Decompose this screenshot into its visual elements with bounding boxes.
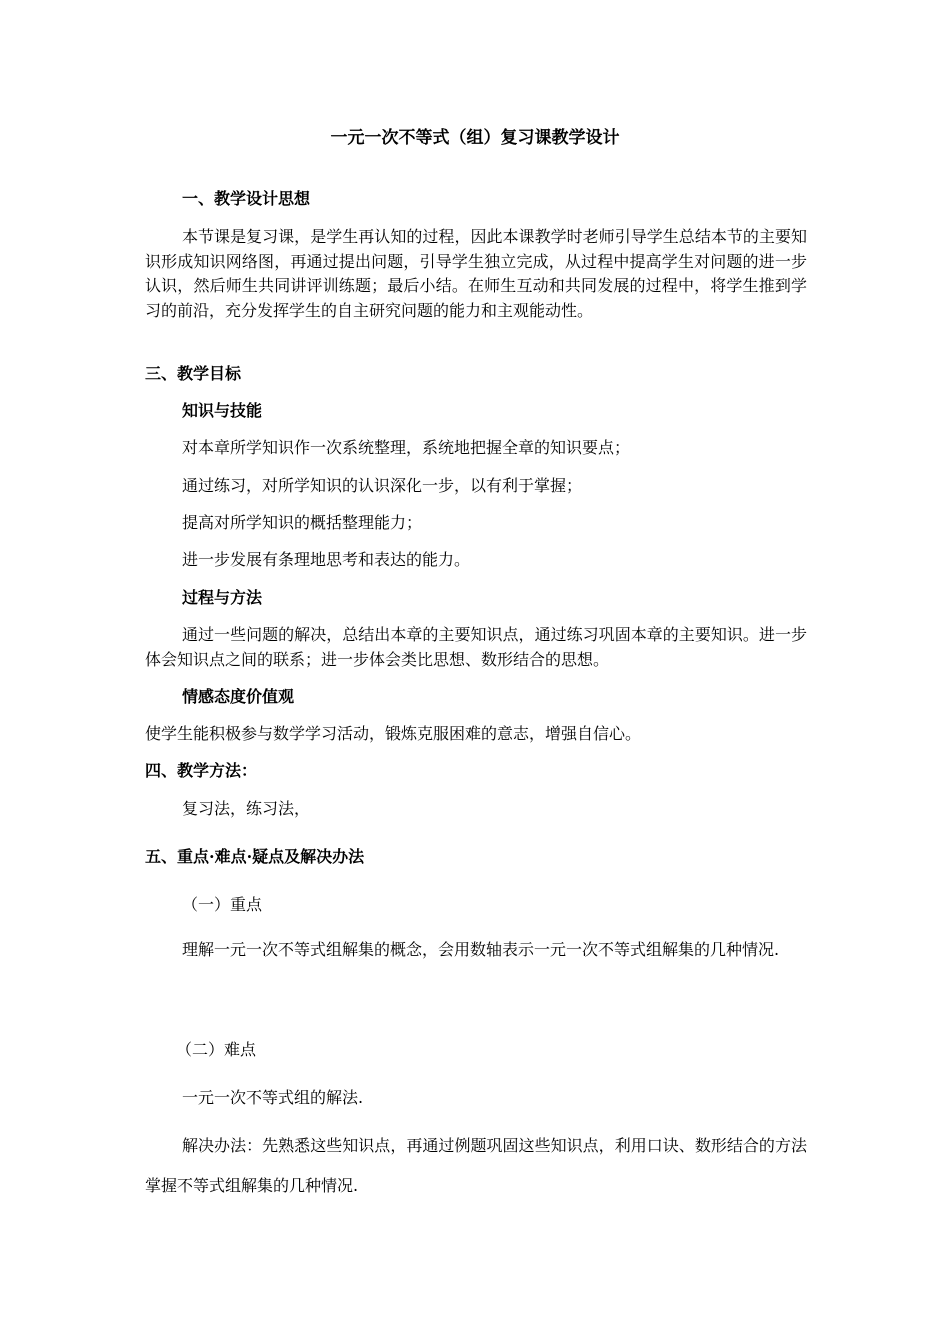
solution-body: 解决办法：先熟悉这些知识点，再通过例题巩固这些知识点，利用口诀、数形结合的方法掌握不等式组解集的几种情况. — [145, 1136, 807, 1195]
emotion-heading: 情感态度价值观 — [182, 687, 295, 706]
difficulty-body: 一元一次不等式组的解法. — [182, 1088, 364, 1107]
emotion-body: 使学生能积极参与数学学习活动，锻炼克服困难的意志，增强自信心。 — [145, 724, 642, 743]
knowledge-heading: 知识与技能 — [182, 401, 263, 420]
document-title: 一元一次不等式（组）复习课教学设计 — [330, 128, 620, 148]
section3-heading: 三、教学目标 — [145, 364, 242, 383]
key-point-body: 理解一元一次不等式组解集的概念，会用数轴表示一元一次不等式组解集的几种情况. — [182, 940, 780, 959]
section5-heading: 五、重点·难点·疑点及解决办法 — [145, 847, 365, 866]
section1-body: 本节课是复习课，是学生再认知的过程，因此本课教学时老师引导学生总结本节的主要知识形成知识网络图，再通过提出问题，引导学生独立完成，从过程中提高学生对问题的进一步认识，然后师生共同讲评训练题；最后小结。在师生互动和共同发展的过程中，将学生推到学习的前沿，充分发挥学生的自主研究问题的能力和主观能动性。 — [145, 227, 807, 320]
section1-heading: 一、教学设计思想 — [182, 189, 311, 208]
knowledge-item-2: 通过练习，对所学知识的认识深化一步，以有利于掌握； — [182, 476, 583, 495]
key-point-label: （一）重点 — [182, 895, 263, 914]
section4-heading: 四、教学方法： — [145, 761, 258, 780]
section4-body: 复习法，练习法， — [182, 799, 311, 818]
difficulty-label: （二）难点 — [176, 1040, 257, 1059]
knowledge-item-3: 提高对所学知识的概括整理能力； — [182, 513, 423, 532]
process-body: 通过一些问题的解决，总结出本章的主要知识点，通过练习巩固本章的主要知识。进一步体会知识点之间的联系；进一步体会类比思想、数形结合的思想。 — [145, 625, 807, 669]
knowledge-item-4: 进一步发展有条理地思考和表达的能力。 — [182, 550, 471, 569]
process-heading: 过程与方法 — [182, 588, 263, 607]
knowledge-item-1: 对本章所学知识作一次系统整理，系统地把握全章的知识要点； — [182, 438, 631, 457]
